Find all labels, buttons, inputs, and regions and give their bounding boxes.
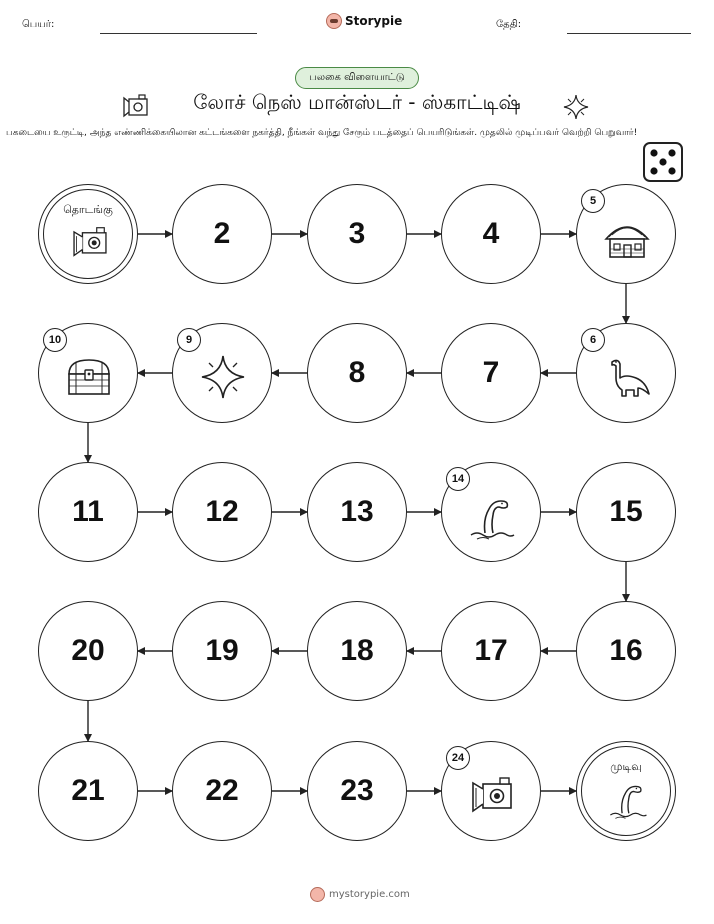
space-number: 2 bbox=[213, 217, 231, 250]
board-space-13[interactable] bbox=[307, 462, 407, 562]
date-line[interactable] bbox=[567, 33, 691, 34]
board-space-3[interactable] bbox=[307, 184, 407, 284]
board-space-6[interactable] bbox=[576, 323, 676, 423]
board-space-22[interactable] bbox=[172, 741, 272, 841]
page-title: லோச் நெஸ் மான்ஸ்டர் - ஸ்காட்டிஷ் bbox=[193, 90, 521, 114]
footer bbox=[310, 887, 410, 902]
space-number-badge: 5 bbox=[581, 189, 605, 213]
board-space-23[interactable] bbox=[307, 741, 407, 841]
brand-name: Storypie bbox=[345, 14, 403, 28]
treasure-chest-icon bbox=[64, 352, 114, 402]
board-space-17[interactable] bbox=[441, 601, 541, 701]
board-space-20[interactable] bbox=[38, 601, 138, 701]
space-number-badge: 14 bbox=[446, 467, 470, 491]
camera-icon bbox=[467, 770, 517, 820]
footer-url[interactable]: mystorypie.com bbox=[329, 889, 410, 900]
board-space-15[interactable] bbox=[576, 462, 676, 562]
space-number-badge: 24 bbox=[446, 746, 470, 770]
storypie-logo-icon bbox=[310, 887, 325, 902]
board-space-5[interactable] bbox=[576, 184, 676, 284]
sparkle-icon bbox=[198, 352, 248, 402]
board-space-21[interactable] bbox=[38, 741, 138, 841]
board-space-14[interactable] bbox=[441, 462, 541, 562]
space-number: 4 bbox=[482, 217, 500, 250]
space-number: 7 bbox=[482, 356, 500, 389]
board-space-19[interactable] bbox=[172, 601, 272, 701]
board-space-2[interactable] bbox=[172, 184, 272, 284]
space-number: 19 bbox=[205, 634, 239, 667]
board-space-11[interactable] bbox=[38, 462, 138, 562]
brand bbox=[326, 13, 402, 29]
board-space-16[interactable] bbox=[576, 601, 676, 701]
board-space-7[interactable] bbox=[441, 323, 541, 423]
instructions: பகடையை உருட்டி, அந்த எண்ணிக்கையிலான கட்டங்களை நகர்த்தி, நீங்கள் வந்து சேரும் படத்தைப் பெயரிடுங்கள். முதலில் முடிப்பவர் வெற்றி பெறுவார்! bbox=[6, 128, 638, 138]
space-number: 8 bbox=[348, 356, 366, 389]
space-number: 23 bbox=[340, 774, 374, 807]
space-number-badge: 10 bbox=[43, 328, 67, 352]
date-label: தேதி: bbox=[496, 19, 522, 30]
space-number: 17 bbox=[474, 634, 508, 667]
dice-icon[interactable] bbox=[643, 142, 683, 182]
space-number: 15 bbox=[609, 495, 643, 528]
board-space-9[interactable] bbox=[172, 323, 272, 423]
cottage-icon bbox=[602, 213, 652, 263]
category-tag: பலகை விளையாட்டு bbox=[295, 67, 419, 89]
space-number: 16 bbox=[609, 634, 643, 667]
board-space-12[interactable] bbox=[172, 462, 272, 562]
board-space-25[interactable] bbox=[576, 741, 676, 841]
space-number: 22 bbox=[205, 774, 239, 807]
sea-serpent-icon bbox=[467, 491, 517, 541]
finish-label: முடிவு bbox=[610, 760, 642, 773]
space-number: 13 bbox=[340, 495, 374, 528]
space-number: 3 bbox=[348, 217, 366, 250]
board-space-4[interactable] bbox=[441, 184, 541, 284]
space-number-badge: 6 bbox=[581, 328, 605, 352]
name-label: பெயர்: bbox=[22, 19, 55, 30]
board-space-8[interactable] bbox=[307, 323, 407, 423]
start-label: தொடங்கு bbox=[63, 203, 113, 216]
board-space-10[interactable] bbox=[38, 323, 138, 423]
board-space-18[interactable] bbox=[307, 601, 407, 701]
space-number: 12 bbox=[205, 495, 239, 528]
space-number: 18 bbox=[340, 634, 374, 667]
sea-serpent-icon bbox=[607, 778, 649, 820]
board-space-24[interactable] bbox=[441, 741, 541, 841]
space-number: 11 bbox=[72, 495, 104, 528]
name-line[interactable] bbox=[100, 33, 257, 34]
sparkle-icon bbox=[562, 93, 590, 121]
space-number-badge: 9 bbox=[177, 328, 201, 352]
space-number: 21 bbox=[71, 774, 105, 807]
camera-icon bbox=[69, 221, 111, 263]
dinosaur-icon bbox=[602, 352, 652, 402]
space-number: 20 bbox=[71, 634, 105, 667]
board-space-1[interactable] bbox=[38, 184, 138, 284]
storypie-logo-icon bbox=[326, 13, 342, 29]
